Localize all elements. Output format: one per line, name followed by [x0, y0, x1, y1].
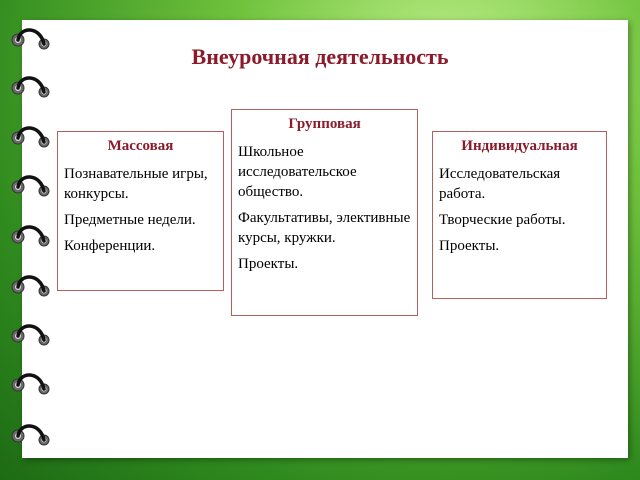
card-individual-item: Исследовательская работа. [439, 166, 561, 202]
card-individual-heading: Индивидуальная [461, 138, 578, 154]
notebook-ring-icon [10, 221, 54, 251]
card-mass-item: Конференции. [64, 238, 156, 254]
notebook-ring-icon [10, 320, 54, 350]
card-individual-item: Творческие работы. [439, 212, 566, 228]
page-title: Внеурочная деятельность [191, 44, 449, 69]
card-group-item: Проекты. [238, 256, 299, 272]
notebook-ring-icon [10, 122, 54, 152]
card-individual-item: Проекты. [439, 238, 500, 254]
card-group [231, 109, 418, 316]
card-mass-item: Познавательные игры, конкурсы. [64, 166, 208, 202]
notebook-ring-icon [10, 171, 54, 201]
card-individual [432, 131, 607, 299]
notebook-ring-icon [10, 420, 54, 450]
card-mass-heading: Массовая [107, 138, 174, 154]
card-mass-item: Предметные недели. [64, 212, 196, 228]
notebook-ring-icon [10, 369, 54, 399]
notebook-ring-icon [10, 271, 54, 301]
card-mass [57, 131, 224, 291]
card-group-item: Школьное исследовательское общество. [238, 144, 357, 200]
notebook-ring-icon [10, 72, 54, 102]
card-group-heading: Групповая [288, 116, 361, 132]
card-group-item: Факультативы, элективные курсы, кружки. [238, 210, 411, 246]
